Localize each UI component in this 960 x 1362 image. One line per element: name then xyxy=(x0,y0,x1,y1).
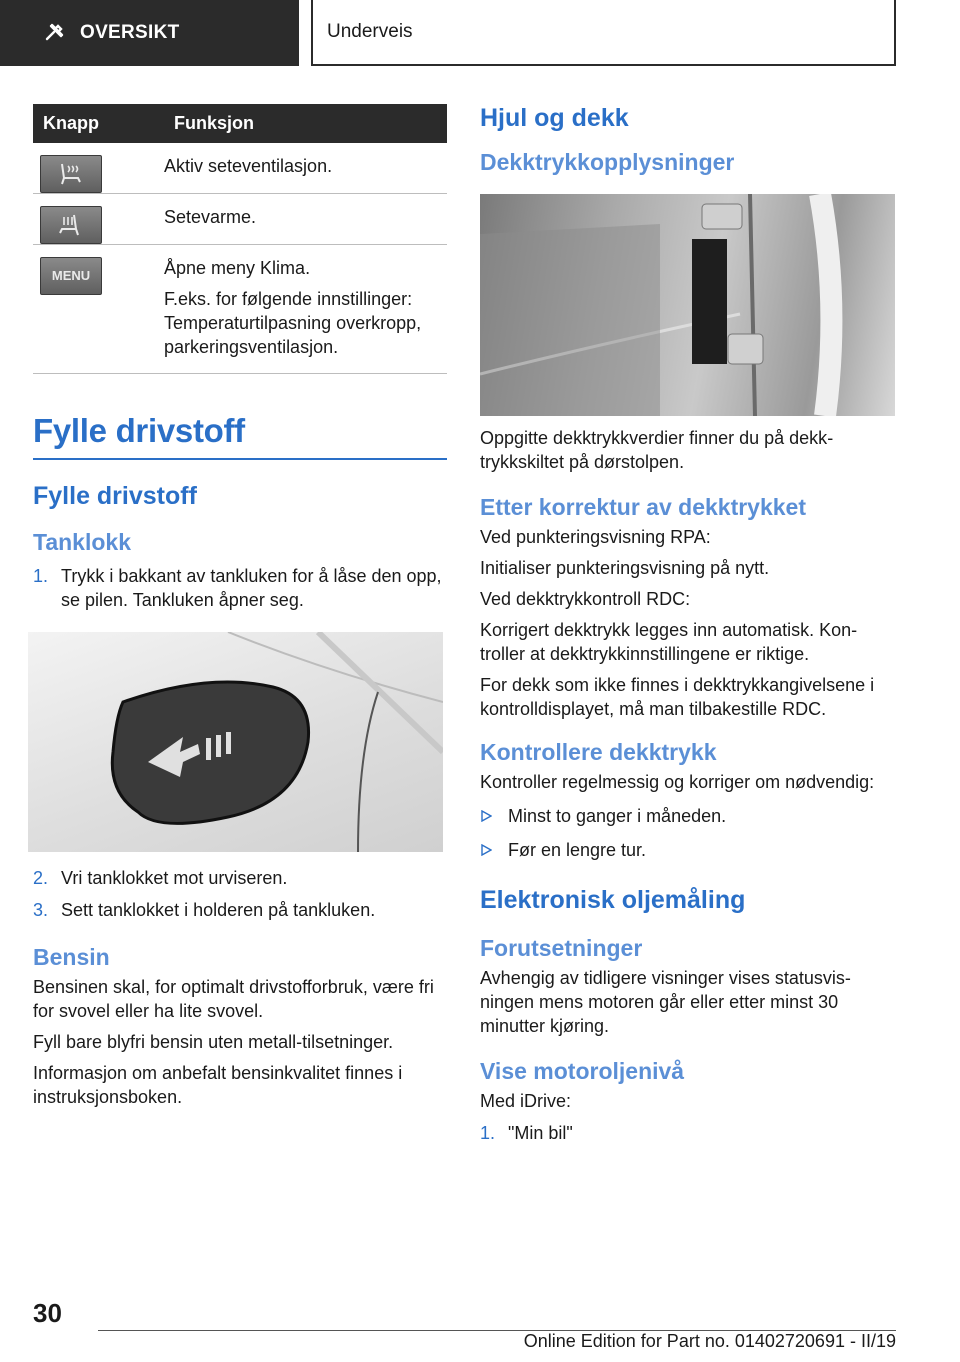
table-header-function: Funksjon xyxy=(164,104,447,143)
page-header xyxy=(0,0,960,66)
prerequisites-paragraph: Avhengig av tidligere visninger vises statusvisningen mens motoren går eller etter minst 30 minutter kjøring. xyxy=(480,968,851,1036)
chapter-title: Fylle drivstoff xyxy=(33,412,447,460)
correction-paragraph: Ved dekktrykkontroll RDC: xyxy=(480,589,691,609)
button-function-table xyxy=(33,104,447,374)
section-tab[interactable] xyxy=(311,0,896,66)
table-row xyxy=(33,143,447,194)
step-text: "Min bil" xyxy=(508,1123,573,1143)
function-text: Aktiv seteventilasjon. xyxy=(164,156,333,176)
step-number: 1. xyxy=(480,1123,496,1143)
door-pillar-photo xyxy=(480,194,895,416)
step-text: Sett tanklokket i holderen på tankluken. xyxy=(61,900,376,920)
correction-paragraph: For dekk som ikke finnes i dekktrykkangivelsene i kontrolldisplayet, må man tilbakestille RDC. xyxy=(480,675,875,719)
function-text: Setevarme. xyxy=(164,207,257,227)
tire-info-title: Dekktrykkopplysninger xyxy=(480,149,735,175)
list-item xyxy=(33,898,447,922)
oil-steps-list xyxy=(480,1121,896,1145)
table-row xyxy=(33,194,447,245)
triangle-bullet-icon xyxy=(480,804,508,828)
prerequisites-title: Forutsetninger xyxy=(480,935,643,961)
bullet-list xyxy=(480,804,896,862)
list-item xyxy=(33,564,447,612)
check-pressure-paragraph: Kontroller regelmessig og korriger om nødvendig: xyxy=(480,772,875,792)
fuel-flap-photo xyxy=(28,632,443,852)
correction-paragraph: Ved punkteringsvisning RPA: xyxy=(480,527,711,547)
pin-icon xyxy=(42,21,66,45)
table-row xyxy=(33,245,447,374)
tanklokk-title: Tanklokk xyxy=(33,529,131,555)
page-number: 30 xyxy=(33,1298,62,1328)
section-title: Hjul og dekk xyxy=(480,104,629,132)
list-item xyxy=(480,1121,896,1145)
steps-list-b xyxy=(33,866,447,922)
section-tab-label: Underveis xyxy=(327,21,413,42)
step-number: 3. xyxy=(33,900,49,920)
oil-level-title: Vise motoroljenivå xyxy=(480,1058,685,1084)
photo-caption: Oppgitte dekktrykkverdier finner du på dekktrykkskiltet på dørstolpen. xyxy=(480,428,834,472)
menu-button-icon: MENU xyxy=(40,257,102,295)
step-text: Vri tanklokket mot urviseren. xyxy=(61,868,288,888)
list-item xyxy=(480,838,896,862)
bensin-paragraph: Bensinen skal, for optimalt drivstofforbruk, være fri for svovel eller ha lite svovel. xyxy=(33,977,434,1021)
list-item xyxy=(480,804,896,828)
correction-paragraph: Initialiser punkteringsvisning på nytt. xyxy=(480,558,770,578)
step-text: Trykk i bakkant av tankluken for å låse den opp, se pilen. Tankluken åpner seg. xyxy=(61,566,442,610)
step-number: 2. xyxy=(33,868,49,888)
check-pressure-title: Kontrollere dekktrykk xyxy=(480,739,717,765)
oil-level-paragraph: Med iDrive: xyxy=(480,1091,572,1111)
step-number: 1. xyxy=(33,566,49,586)
bensin-paragraph: Fyll bare blyfri bensin uten metall-tilsetninger. xyxy=(33,1032,394,1052)
table-header-button: Knapp xyxy=(33,104,164,143)
bensin-paragraph: Informasjon om anbefalt bensinkvalitet finnes i instruksjonsboken. xyxy=(33,1063,403,1107)
right-column xyxy=(480,96,896,1145)
seat-ventilation-icon xyxy=(40,155,102,193)
list-item xyxy=(33,866,447,890)
bensin-title: Bensin xyxy=(33,944,110,970)
section-title: Fylle drivstoff xyxy=(33,482,197,510)
steps-list-a xyxy=(33,564,447,612)
edition-footer: Online Edition for Part no. 01402720691 - II/19 xyxy=(523,1331,896,1351)
oil-measurement-title: Elektronisk oljemåling xyxy=(480,886,746,914)
correction-title: Etter korrektur av dekktrykket xyxy=(480,494,806,520)
left-column xyxy=(33,104,447,1109)
overview-tab-label: OVERSIKT xyxy=(80,22,180,43)
bullet-text: Minst to ganger i måneden. xyxy=(508,806,727,826)
correction-paragraph: Korrigert dekktrykk legges inn automatisk. Kontroller at dekktrykkinnstillingene er riktige. xyxy=(480,620,858,664)
function-text: F.eks. for følgende innstillinger: Temperaturtilpasning overkropp, parkeringsventilasjon. xyxy=(164,289,422,357)
triangle-bullet-icon xyxy=(480,838,508,862)
overview-tab[interactable] xyxy=(0,0,299,66)
function-text: Åpne meny Klima. xyxy=(164,258,311,278)
bullet-text: Før en lengre tur. xyxy=(508,840,647,860)
seat-heating-icon xyxy=(40,206,102,244)
